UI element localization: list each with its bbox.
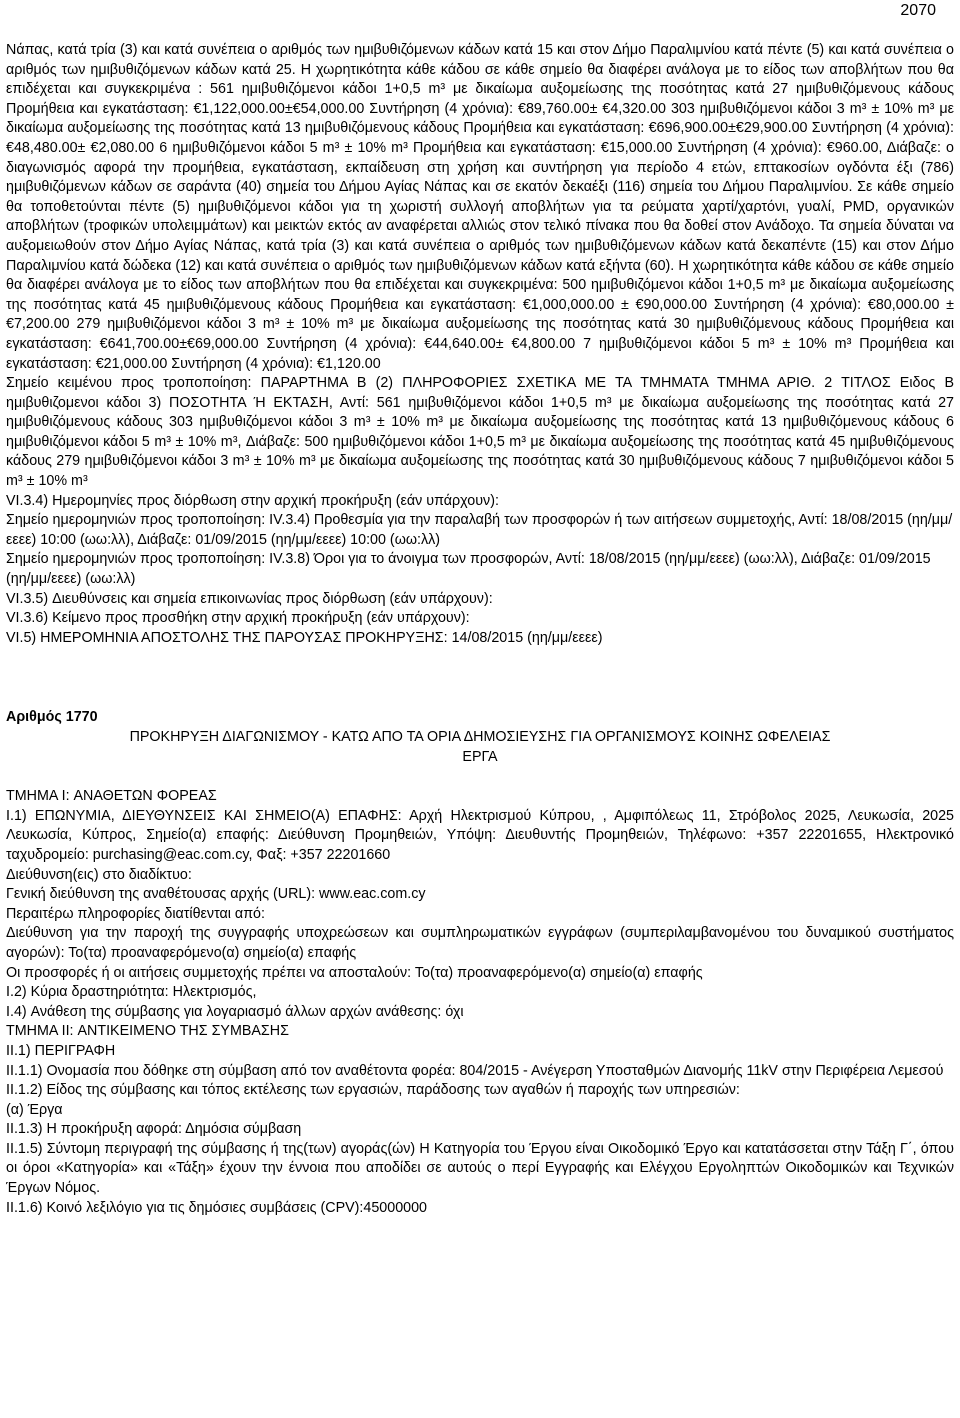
paragraph-submissions: Οι προσφορές ή οι αιτήσεις συμμετοχής πρέπει να αποσταλούν: Το(τα) προαναφερόμενο(α) σημείο(α) επαφής	[6, 964, 703, 981]
section-spacer	[6, 648, 954, 708]
paragraph-works: (α) Έργα	[6, 1101, 63, 1118]
notice-title-line-1: ΠΡΟΚΗΡΥΞΗ ΔΙΑΓΩΝΙΣΜΟΥ - ΚΑΤΩ ΑΠΟ ΤΑ ΟΡΙΑ ΔΗΜΟΣΙΕΥΣΗΣ ΓΙΑ ΟΡΓΑΝΙΣΜΟΥΣ ΚΟΙΝΗΣ ΩΦΕΛΕΙΑΣ	[129, 729, 831, 745]
paragraph-url: Γενική διεύθυνση της αναθέτουσας αρχής (URL): www.eac.com.cy	[6, 886, 426, 903]
paragraph-vi-3-6: VI.3.6) Κείμενο προς προσθήκη στην αρχική προκήρυξη (εάν υπάρχουν):	[6, 610, 470, 627]
paragraph-i-1-contact: I.1) ΕΠΩΝΥΜΙΑ, ΔΙΕΥΘΥΝΣΕΙΣ ΚΑΙ ΣΗΜΕΙΟ(Α) ΕΠΑΦΗΣ: Αρχή Ηλεκτρισμού Κύπρου, , Αμφιπόλεως 11, Στρόβολος 2025, Λευκωσία, 2025 Λευκωσία, Κύπρος, Σημείο(α) επαφής: Διεύθυνση Προμηθειών, Υπόψη: Διευθυντής Προμηθειών, Τηλέφωνο: +357 22201655, Ηλεκτρονικό ταχυδρομείο: purchasing@eac.com.cy, Φαξ: +357 22201660	[6, 807, 954, 863]
paragraph-i-4-award: I.4) Ανάθεση της σύμβασης για λογαριασμό άλλων αρχών ανάθεσης: όχι	[6, 1003, 464, 1020]
page-number: 2070	[900, 2, 936, 19]
section-ii-heading: ΤΜΗΜΑ II: ΑΝΤΙΚΕΙΜΕΝΟ ΤΗΣ ΣΥΜΒΑΣΗΣ	[6, 1023, 289, 1040]
paragraph-ii-1-2-type: II.1.2) Είδος της σύμβασης και τόπος εκτέλεσης των εργασιών, παράδοσης των αγαθών ή παροχής των υπηρεσιών:	[6, 1082, 740, 1099]
paragraph-documents-address: Διεύθυνση για την παροχή της συγγραφής υποχρεώσεων και συμπληρωματικών εγγράφων (συμπεριλαμβανομένου του δυναμικού συστήματος αγορών): Το(τα) προαναφερόμενο(α) σημείο(α) επαφής	[6, 925, 954, 961]
paragraph-internet-addresses: Διεύθυνση(εις) στο διαδίκτυο:	[6, 866, 192, 883]
paragraph-iv-3-8-amendment: Σημείο ημερομηνιών προς τροποποίηση: IV.3.8) Όροι για το άνοιγμα των προσφορών, Αντί: 18/08/2015 (ηη/μμ/εεεε) (ωω:λλ), Διάβαζε: 01/09/2015 (ηη/μμ/εεεε) (ωω:λλ)	[6, 551, 931, 588]
paragraph-i-2-activity: I.2) Κύρια δραστηριότητα: Ηλεκτρισμός,	[6, 984, 257, 1001]
paragraph-vi-5-dispatch-date: VI.5) ΗΜΕΡΟΜΗΝΙΑ ΑΠΟΣΤΟΛΗΣ ΤΗΣ ΠΑΡΟΥΣΑΣ ΠΡΟΚΗΡΥΞΗΣ: 14/08/2015 (ηη/μμ/εεεε)	[6, 629, 603, 646]
paragraph-ii-1-description: II.1) ΠΕΡΙΓΡΑΦΗ	[6, 1042, 116, 1059]
notice-number: Αριθμός 1770	[6, 709, 98, 726]
paragraph-ii-1-1-title: II.1.1) Ονομασία που δόθηκε στη σύμβαση από τον αναθέτοντα φορέα: 804/2015 - Ανέγερση Υποσταθμών Διανομής 11kV στην Περιφέρεια Λεμεσού	[6, 1062, 944, 1079]
notice-title-line-2: ΕΡΓΑ	[462, 748, 498, 765]
paragraph-iv-3-4-amendment: Σημείο ημερομηνιών προς τροποποίηση: IV.3.4) Προθεσμία για την παραλαβή των προσφορών ή των αιτήσεων συμμετοχής, Αντί: 18/08/2015 (ηη/μμ/εεεε) 10:00 (ωω:λλ), Διάβαζε: 01/09/2015 (ηη/μμ/εεεε) 10:00 (ωω:λλ)	[6, 512, 953, 548]
section-i-heading: ΤΜΗΜΑ I: ΑΝΑΘΕΤΩΝ ΦΟΡΕΑΣ	[6, 788, 217, 805]
paragraph-vi-3-5: VI.3.5) Διευθύνσεις και σημεία επικοινωνίας προς διόρθωση (εάν υπάρχουν):	[6, 590, 493, 607]
paragraph-ii-1-5-short-description: II.1.5) Σύντομη περιγραφή της σύμβασης ή της(των) αγοράς(ών) Η Κατηγορία του Έργου είναι Οικοδομικό Έργο και κατατάσσεται στην Τάξη Γ΄, όπου οι όροι «Κατηγορία» και «Τάξη» έχουν την έννοια που αποδίδει σε αυτούς ο περί Εγγραφής και Ελέγχου Εργοληπτών Οικοδομικών και Τεχνικών Έργων Νόμος.	[6, 1140, 954, 1197]
section-spacer	[6, 767, 954, 787]
paragraph-bin-quantities: Νάπας, κατά τρία (3) και κατά συνέπεια ο αριθμός των ημιβυθιζόμενων κάδων κατά 15 και στον Δήμο Παραλιμνίου κατά πέντε (5) και κατά συνέπεια ο αριθμός των ημιβυθιζόμενων κάδων κατά 25. Η χωρητικότητα κάθε κάδου σε κάθε σημείο θα διαφέρει ανάλογα με το είδος των αποβλήτων που θα επιδέχεται και συγκεκριμένα : 561 ημιβυθιζόμενοι κάδοι 1+0,5 m³ με δικαίωμα αυξομείωσης της ποσότητας κατά 27 ημιβυθιζόμενους κάδους Προμήθεια και εγκατάσταση: €1,122,000.00±€54,000.00 Συντήρηση (4 χρόνια): €89,760.00± €4,320.00 303 ημιβυθιζόμενοι κάδοι 3 m³ ± 10% m³ με δικαίωμα αυξομείωσης της ποσότητας κατά 13 ημιβυθιζόμενους κάδους Προμήθεια και εγκατάσταση: €696,900.00±€29,900.00 Συντήρηση (4 χρόνια): €48,480.00± €2,080.00 6 ημιβυθιζόμενοι κάδοι 5 m³ ± 10% m³ Προμήθεια και εγκατάσταση: €15,000.00 Συντήρηση (4 χρόνια): €960.00, Διάβαζε: ο διαγωνισμός αφορά την προμήθεια, εγκατάσταση, εκπαίδευση στη χρήση και συντήρηση για περίοδο 4 ετών, επτακοσίων ογδόντα έξι (786) ημιβυθιζόμενων κάδων σε σαράντα (40) σημεία του Δήμου Αγίας Νάπας και σε εκατόν δεκαέξι (116) σημεία του Δήμου Παραλιμνίου. Σε κάθε σημείο θα τοποθετούνται πέντε (5) ημιβυθιζόμενοι κάδοι για τη χωριστή συλλογή αποβλήτων για τα ρεύματα χαρτί/χαρτόνι, γυαλί, PMD, οργανικών αποβλήτων (τροφικών υπολειμμάτων) και μεικτών εκτός αν αναφέρεται αλλιώς στον τελικό πίνακα που θα δοθεί στον Ανάδοχο. Τα σημεία δύναται να αυξομειωθούν στον Δήμο Αγίας Νάπας, κατά τρία (3) και κατά συνέπεια ο αριθμός των ημιβυθιζόμενων κάδων κατά δεκαπέντε (15) και στον Δήμο Παραλιμνίου κατά δώδεκα (12) και κατά συνέπεια ο αριθμός των ημιβυθιζόμενων κάδων κατά εξήντα (60). Η χωρητικότητα κάθε κάδου σε κάθε σημείο θα διαφέρει ανάλογα με το είδος των αποβλήτων που θα επιδέχεται και συγκεκριμένα: 500 ημιβυθιζόμενοι κάδοι 1+0,5 m³ με δικαίωμα αυξομείωσης της ποσότητας κατά 45 ημιβυθιζόμενους κάδους Προμήθεια και εγκατάσταση: €1,000,000.00 ± €90,000.00 Συντήρηση (4 χρόνια): €80,000.00 ± €7,200.00 279 ημιβυθιζόμενοι κάδοι 3 m³ ± 10% m³ με δικαίωμα αυξομείωσης της ποσότητας κατά 30 ημιβυθιζόμενους κάδους Προμήθεια και εγκατάσταση: €641,700.00±€69,000.00 Συντήρηση (4 χρόνια): €44,640.00± €4,800.00 7 ημιβυθιζόμενοι κάδοι 5 m³ ± 10% m³ Προμήθεια και εγκατάσταση: €21,000.00 Συντήρηση (4 χρόνια): €1,120.00	[6, 42, 954, 372]
paragraph-further-info: Περαιτέρω πληροφορίες διατίθενται από:	[6, 905, 265, 922]
paragraph-annex-b-amendment: Σημείο κειμένου προς τροποποίηση: ΠΑΡΑΡΤΗΜΑ Β (2) ΠΛΗΡΟΦΟΡΙΕΣ ΣΧΕΤΙΚΑ ΜΕ ΤΑ ΤΜΗΜΑΤΑ ΤΜΗΜΑ ΑΡΙΘ. 2 ΤΙΤΛΟΣ Ειδος Β ημιβυθιζομενοι κάδοι 3) ΠΟΣΟΤΗΤΑ Ή ΕΚΤΑΣΗ, Αντί: 561 ημιβυθιζόμενοι κάδοι 1+0,5 m³ με δικαίωμα αυξομείωσης της ποσότητας κατά 27 ημιβυθιζόμενους κάδους 303 ημιβυθιζόμενοι κάδοι 3 m³ ± 10% m³ με δικαίωμα αυξομείωσης της ποσότητας κατά 13 ημιβυθιζόμενους κάδους 6 ημιβυθιζόμενοι κάδοι 5 m³ ± 10% m³, Διάβαζε: 500 ημιβυθιζόμενοι κάδοι 1+0,5 m³ με δικαίωμα αυξομείωσης της ποσότητας κατά 45 ημιβυθιζόμενους κάδους 279 ημιβυθιζόμενοι κάδοι 3 m³ ± 10% m³ με δικαίωμα αυξομείωσης της ποσότητας κατά 30 ημιβυθιζόμενους κάδους 7 ημιβυθιζόμενοι κάδοι 5 m³ ± 10% m³	[6, 375, 954, 490]
document-body	[6, 41, 954, 1218]
paragraph-vi-3-4: VI.3.4) Ημερομηνίες προς διόρθωση στην αρχική προκήρυξη (εάν υπάρχουν):	[6, 492, 499, 509]
paragraph-ii-1-3-notice-involves: II.1.3) Η προκήρυξη αφορά: Δημόσια σύμβαση	[6, 1121, 302, 1138]
paragraph-ii-1-6-cpv: II.1.6) Κοινό λεξιλόγιο για τις δημόσιες συμβάσεις (CPV):45000000	[6, 1199, 428, 1216]
